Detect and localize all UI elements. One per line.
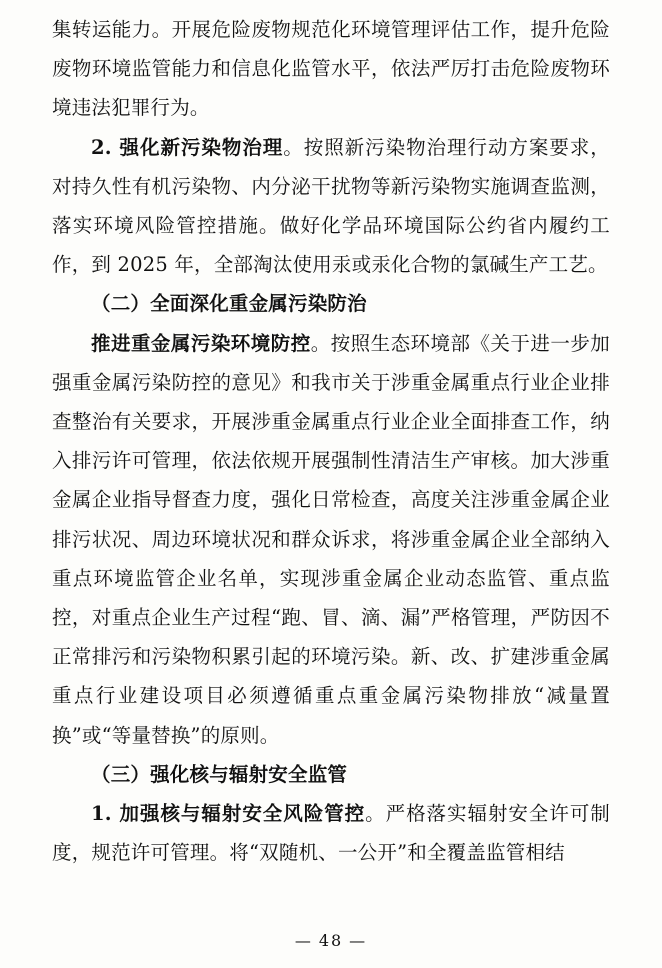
- footer-dash-left: —: [294, 931, 313, 950]
- footer-dash-right: —: [349, 931, 368, 950]
- paragraph-text-heavy-metal: 。按照生态环境部《关于进一步加强重金属污染防控的意见》和我市关于涉重金属重点行业企业排查整治有关要求，开展涉重金属重点行业企业全面排查工作，纳入排污许可管理，依法依规开展强制性清洁生产审核。加大涉重金属企业指导督查力度，强化日常检查，高度关注涉重金属企业排污状况、周边环境状况和群众诉求，将涉重金属企业全部纳入重点环境监管企业名单，实现涉重金属企业动态监管、重点监控，对重点企业生产过程“跑、冒、滴、漏”严格管理，严防因不正常排污和污染物积累引起的环境污染。新、改、扩建涉重金属重点行业建设项目必须遵循重点重金属污染物排放“减量置换”或“等量替换”的原则。: [52, 331, 610, 747]
- paragraph-text-nuclear-safety: 。严格落实辐射安全许可制度，规范许可管理。将“双随机、一公开”和全覆盖监管相结: [52, 802, 610, 865]
- page-number: 48: [318, 931, 344, 950]
- paragraph-lead-nuclear-safety: 1. 加强核与辐射安全风险管控: [91, 802, 366, 826]
- page-body: [52, 10, 610, 872]
- section-heading-two: （二）全面深化重金属污染防治: [91, 292, 367, 316]
- paragraph-new-pollutants: [52, 128, 610, 285]
- paragraph-lead-new-pollutants: 2. 强化新污染物治理: [91, 135, 284, 159]
- paragraph-lead-heavy-metal: 推进重金属污染环境防控: [91, 331, 311, 355]
- paragraph-heavy-metal: [52, 324, 610, 755]
- paragraph-nuclear-safety: [52, 794, 610, 872]
- paragraph-text-new-pollutants: 。按照新污染物治理行动方案要求，对持久性有机污染物、内分泌干扰物等新污染物实施调查监测，落实环境风险管控措施。做好化学品环境国际公约省内履约工作，到 2025 年，全部淘汰使用汞或汞化合物的氯碱生产工艺。: [52, 135, 610, 277]
- page-footer: [0, 931, 662, 950]
- paragraph-continued: 集转运能力。开展危险废物规范化环境管理评估工作，提升危险废物环境监管能力和信息化监管水平，依法严厉打击危险废物环境违法犯罪行为。: [52, 18, 610, 120]
- section-heading-three: （三）强化核与辐射安全监管: [91, 762, 348, 786]
